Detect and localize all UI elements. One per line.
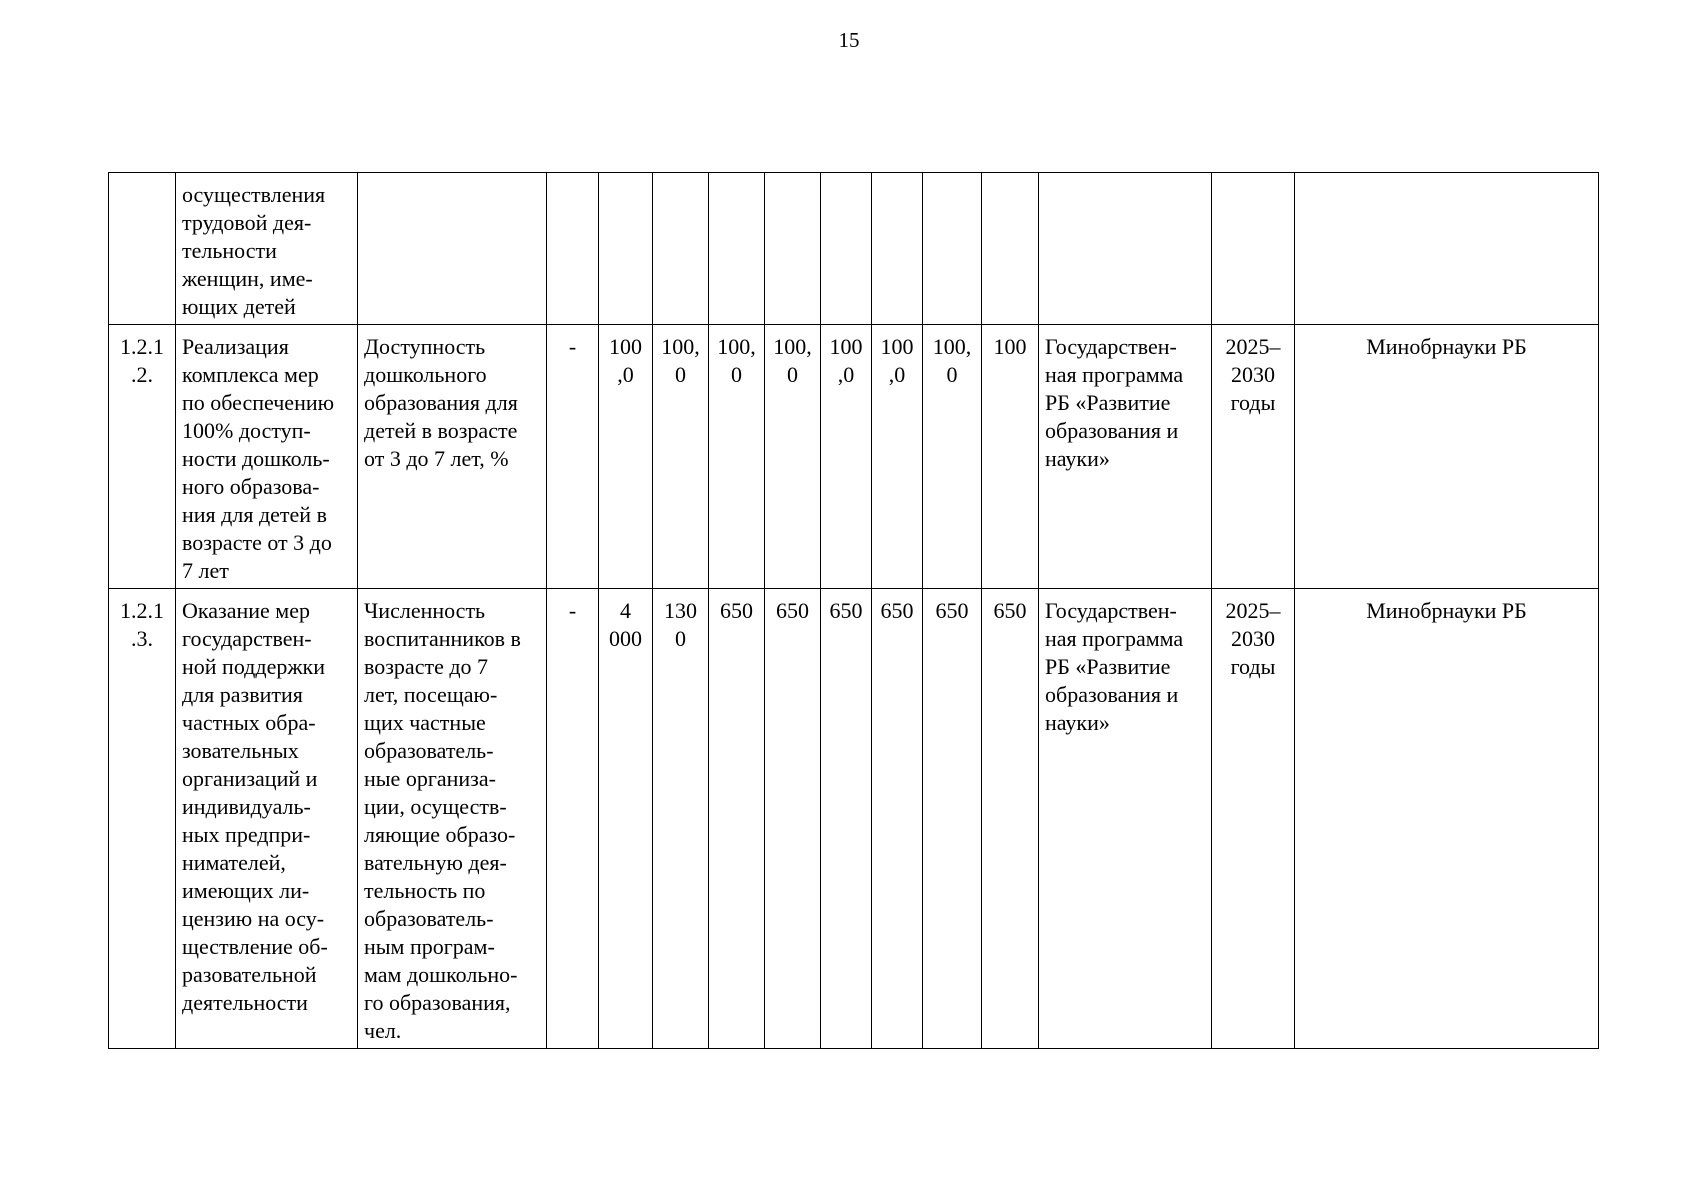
program-cell-line: образования и: [1045, 682, 1179, 707]
year-value-cell-line: 100,: [773, 334, 812, 359]
activity-cell-line: трудовой дея-: [182, 210, 312, 235]
period-cell-line: 2030: [1231, 626, 1275, 651]
table-row: [109, 173, 1599, 325]
year-value-cell: [653, 325, 709, 589]
year-value-cell-line: 650: [935, 598, 969, 623]
year-value-cell-line: 0: [787, 362, 798, 387]
indicator-cell-line: детей в возрасте: [364, 418, 518, 443]
activity-cell-line: имеющих ли-: [182, 878, 310, 903]
table-row: [109, 325, 1599, 589]
year-value-cell-line: 100: [829, 334, 863, 359]
activity-cell-line: нимателей,: [182, 850, 286, 875]
indicator-cell-line: ляющие образо-: [364, 822, 516, 847]
indicator-cell-line: возрасте до 7: [364, 654, 489, 679]
year-value-cell-line: 650: [829, 598, 863, 623]
activity-cell-line: тельности: [182, 238, 277, 263]
program-cell-line: РБ «Развитие: [1045, 654, 1171, 679]
activity-cell-line: ной поддержки: [182, 654, 325, 679]
year-value-cell: [599, 325, 653, 589]
activity-cell-line: зовательных: [182, 738, 299, 763]
page-number: 15: [838, 28, 860, 52]
year-value-cell-line: 100,: [717, 334, 756, 359]
base-value-cell-line: -: [568, 334, 577, 359]
activity-cell-line: ществление об-: [182, 934, 328, 959]
activity-cell-line: ных предпри-: [182, 822, 311, 847]
indicator-cell-line: чел.: [364, 1018, 402, 1043]
responsible-cell: [1295, 173, 1599, 325]
year-value-cell: [982, 325, 1039, 589]
activity-cell-line: Оказание мер: [182, 598, 310, 623]
indicator-cell: [358, 325, 547, 589]
year-value-cell-line: 650: [880, 598, 914, 623]
year-value-cell: [765, 173, 821, 325]
program-cell-line: Государствен-: [1045, 334, 1177, 359]
activity-cell-line: частных обра-: [182, 710, 316, 735]
indicator-cell-line: го образования,: [364, 990, 511, 1015]
indicator-cell: [358, 173, 547, 325]
indicator-cell-line: дошкольного: [364, 362, 487, 387]
year-value-cell-line: 130: [664, 598, 697, 623]
activity-cell-line: разовательной: [182, 962, 317, 987]
activity-cell-line: индивидуаль-: [182, 794, 311, 819]
year-value-cell: [872, 589, 923, 1049]
indicator-cell-line: Доступность: [364, 334, 486, 359]
activity-cell-line: деятельности: [182, 990, 308, 1015]
activity-cell-line: комплекса мер: [182, 362, 319, 387]
indicator-cell-line: воспитанников в: [364, 626, 521, 651]
activity-cell-line: организаций и: [182, 766, 318, 791]
year-value-cell-line: 0: [675, 362, 686, 387]
activity-cell-line: государствен-: [182, 626, 312, 651]
table-row: [109, 589, 1599, 1049]
year-value-cell: [872, 173, 923, 325]
indicator-cell-line: вательную дея-: [364, 850, 507, 875]
item-number-cell: [109, 589, 176, 1049]
year-value-cell: [821, 173, 872, 325]
base-value-cell: [547, 173, 599, 325]
program-cell-line: ная программа: [1045, 626, 1184, 651]
year-value-cell: [923, 325, 982, 589]
base-value-cell: [547, 325, 599, 589]
program-cell-line: науки»: [1045, 446, 1110, 471]
indicator-cell-line: образователь-: [364, 906, 494, 931]
year-value-cell-line: 0: [731, 362, 742, 387]
activity-cell-line: по обеспечению: [182, 390, 335, 415]
activity-cell-line: ющих детей: [182, 294, 296, 319]
responsible-cell-line: Минобрнауки РБ: [1366, 598, 1527, 623]
period-cell-line: 2025–: [1225, 598, 1281, 623]
activity-cell: [176, 325, 358, 589]
activity-cell-line: ности дошколь-: [182, 446, 330, 471]
indicator-cell-line: тельность по: [364, 878, 486, 903]
year-value-cell-line: ,0: [837, 362, 855, 387]
indicator-cell-line: мам дошкольно-: [364, 962, 518, 987]
year-value-cell-line: 100: [609, 334, 642, 359]
activity-cell-line: Реализация: [182, 334, 289, 359]
program-cell-line: Государствен-: [1045, 598, 1177, 623]
year-value-cell: [982, 589, 1039, 1049]
table-body: [109, 173, 1599, 1049]
responsible-cell: [1295, 325, 1599, 589]
responsible-cell-line: Минобрнауки РБ: [1366, 334, 1527, 359]
year-value-cell: [821, 325, 872, 589]
year-value-cell-line: 100,: [661, 334, 700, 359]
indicator-cell-line: от 3 до 7 лет, %: [364, 446, 509, 471]
base-value-cell-line: -: [568, 598, 577, 623]
year-value-cell-line: 650: [993, 598, 1027, 623]
period-cell-line: годы: [1230, 654, 1276, 679]
activity-cell-line: ного образова-: [182, 474, 320, 499]
year-value-cell-line: 650: [776, 598, 809, 623]
program-cell-line: РБ «Развитие: [1045, 390, 1171, 415]
year-value-cell-line: 650: [720, 598, 753, 623]
indicator-cell-line: лет, посещаю-: [364, 682, 498, 707]
program-cell-line: образования и: [1045, 418, 1179, 443]
year-value-cell: [765, 325, 821, 589]
activity-cell-line: для развития: [182, 682, 303, 707]
indicator-cell-line: ным програм-: [364, 934, 495, 959]
year-value-cell: [709, 589, 765, 1049]
year-value-cell-line: ,0: [617, 362, 634, 387]
year-value-cell: [599, 589, 653, 1049]
indicator-cell-line: Численность: [364, 598, 486, 623]
year-value-cell-line: 100: [993, 334, 1027, 359]
year-value-cell: [982, 173, 1039, 325]
base-value-cell: [547, 589, 599, 1049]
activity-cell-line: 7 лет: [182, 558, 229, 583]
indicator-cell-line: образователь-: [364, 738, 494, 763]
program-cell-line: науки»: [1045, 710, 1110, 735]
indicator-cell-line: щих частные: [364, 710, 486, 735]
year-value-cell: [821, 589, 872, 1049]
year-value-cell: [765, 589, 821, 1049]
year-value-cell: [872, 325, 923, 589]
year-value-cell-line: ,0: [888, 362, 906, 387]
program-measures-table: [108, 172, 1599, 1049]
responsible-cell: [1295, 589, 1599, 1049]
year-value-cell-line: 000: [609, 626, 642, 651]
period-cell: [1212, 589, 1295, 1049]
activity-cell: [176, 173, 358, 325]
year-value-cell-line: 100,: [932, 334, 972, 359]
period-cell-line: 2025–: [1225, 334, 1281, 359]
year-value-cell-line: 4: [620, 598, 631, 623]
indicator-cell: [358, 589, 547, 1049]
year-value-cell: [709, 325, 765, 589]
year-value-cell: [653, 589, 709, 1049]
activity-cell: [176, 589, 358, 1049]
activity-cell-line: цензию на осу-: [182, 906, 325, 931]
activity-cell-line: женщин, име-: [182, 266, 313, 291]
item-number-cell: [109, 173, 176, 325]
period-cell: [1212, 173, 1295, 325]
item-number-cell-line: .3.: [131, 626, 153, 651]
year-value-cell: [923, 173, 982, 325]
activity-cell-line: ния для детей в: [182, 502, 327, 527]
year-value-cell-line: 100: [880, 334, 914, 359]
year-value-cell-line: 0: [946, 362, 958, 387]
activity-cell-line: осуществления: [182, 182, 326, 207]
activity-cell-line: возрасте от 3 до: [182, 530, 332, 555]
program-cell-line: ная программа: [1045, 362, 1184, 387]
year-value-cell: [923, 589, 982, 1049]
item-number-cell-line: .2.: [131, 362, 153, 387]
year-value-cell: [599, 173, 653, 325]
period-cell-line: годы: [1230, 390, 1276, 415]
indicator-cell-line: ции, осуществ-: [364, 794, 507, 819]
year-value-cell: [709, 173, 765, 325]
program-cell: [1039, 325, 1212, 589]
item-number-cell: [109, 325, 176, 589]
period-cell: [1212, 325, 1295, 589]
activity-cell-line: 100% доступ-: [182, 418, 311, 443]
item-number-cell-line: 1.2.1: [120, 334, 164, 359]
year-value-cell: [653, 173, 709, 325]
period-cell-line: 2030: [1231, 362, 1275, 387]
indicator-cell-line: ные организа-: [364, 766, 496, 791]
program-cell: [1039, 173, 1212, 325]
year-value-cell-line: 0: [675, 626, 686, 651]
indicator-cell-line: образования для: [364, 390, 518, 415]
program-cell: [1039, 589, 1212, 1049]
item-number-cell-line: 1.2.1: [120, 598, 164, 623]
